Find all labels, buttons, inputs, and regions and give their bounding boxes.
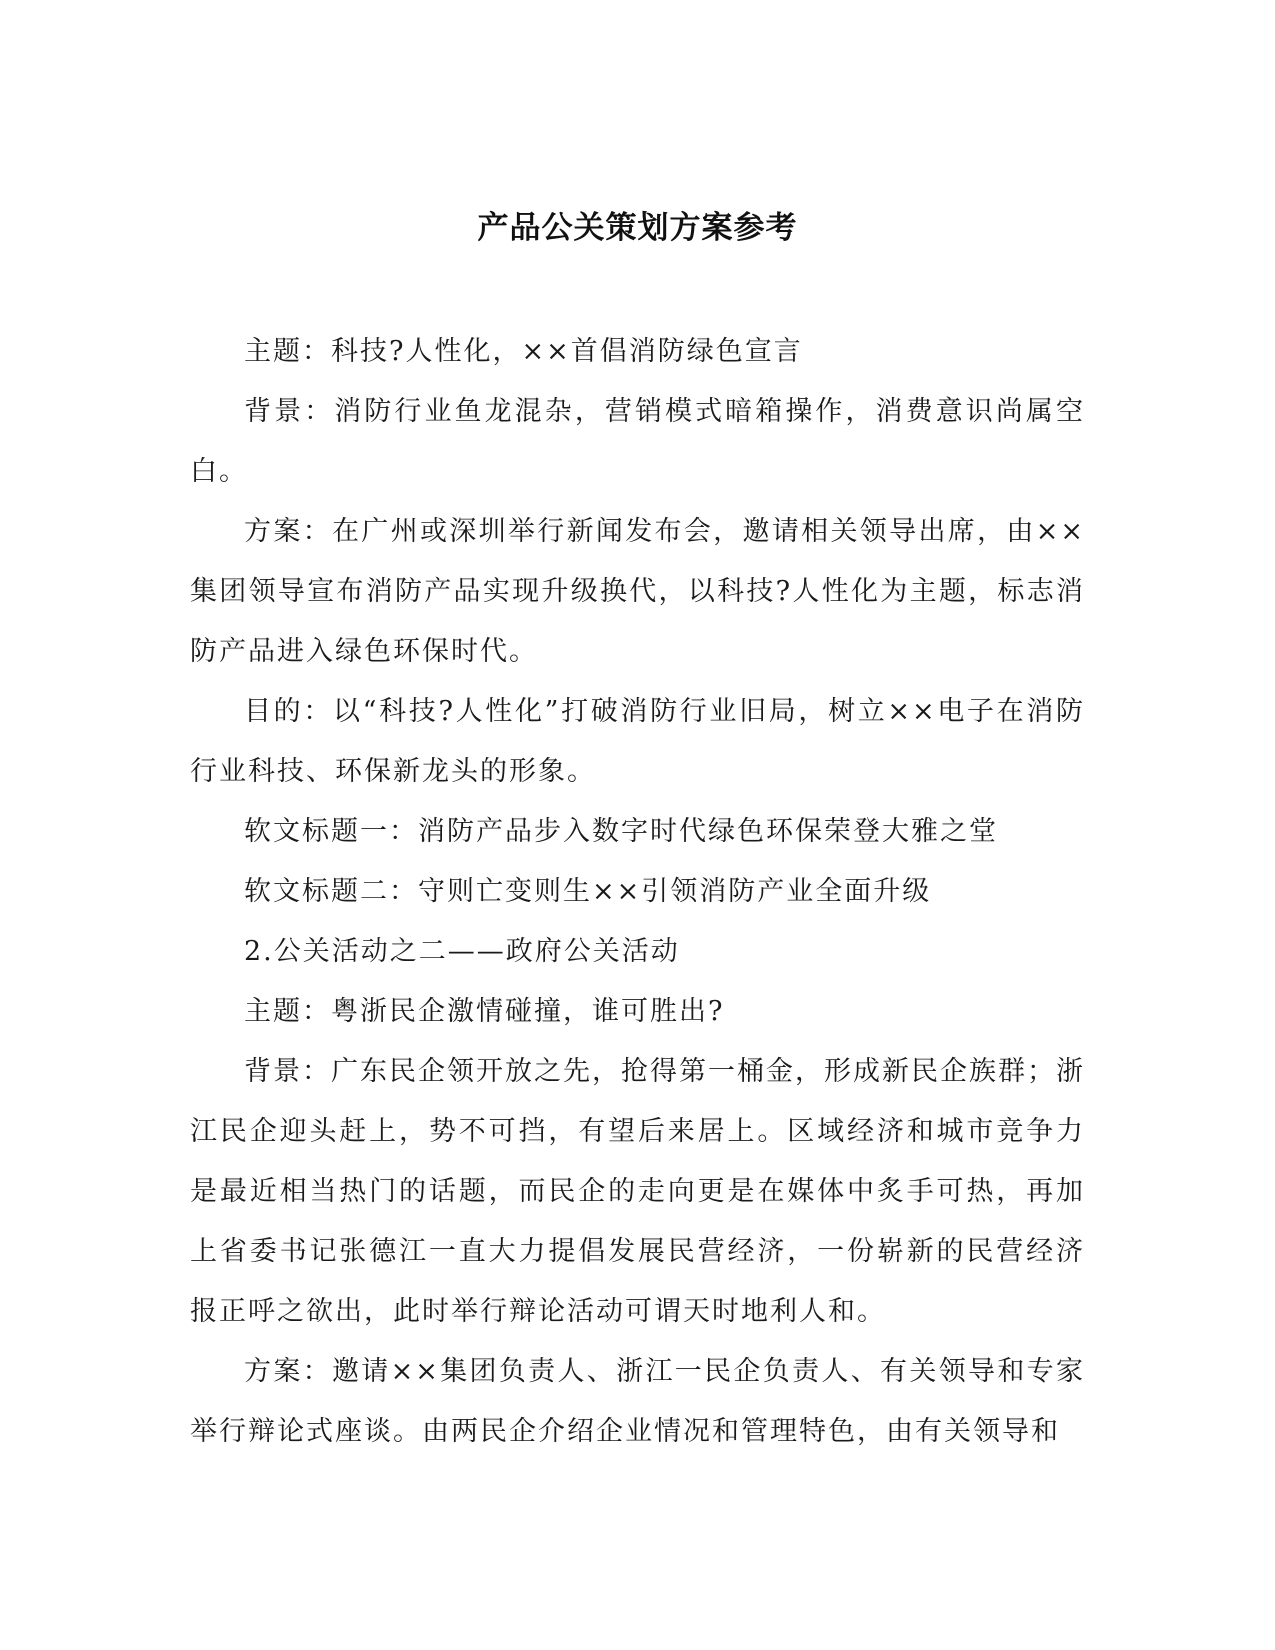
section-heading: 2.公关活动之二——政府公关活动 bbox=[244, 936, 680, 967]
document-title: 产品公关策划方案参考 bbox=[477, 210, 798, 246]
paragraph-plan-2: 方案：邀请××集团负责人、浙江一民企负责人、有关领导和专家举行辩论式座谈。由两民企介绍企业情况和管理特色，由有关领导和 bbox=[190, 1356, 1085, 1447]
paragraph-soft-title-1: 软文标题一：消防产品步入数字时代绿色环保荣登大雅之堂 bbox=[244, 816, 998, 847]
document-body bbox=[190, 322, 1085, 1462]
paragraph-background: 背景：消防行业鱼龙混杂，营销模式暗箱操作，消费意识尚属空白。 bbox=[190, 396, 1085, 487]
paragraph-theme-2: 主题：粤浙民企激情碰撞，谁可胜出? bbox=[244, 996, 725, 1027]
paragraph-background-2: 背景：广东民企领开放之先，抢得第一桶金，形成新民企族群；浙江民企迎头赶上，势不可挡，有望后来居上。区域经济和城市竞争力是最近相当热门的话题，而民企的走向更是在媒体中炙手可热，再加上省委书记张德江一直大力提倡发展民营经济，一份崭新的民营经济报正呼之欲出，此时举行辩论活动可谓天时地利人和。 bbox=[190, 1056, 1085, 1327]
paragraph-soft-title-2: 软文标题二：守则亡变则生××引领消防产业全面升级 bbox=[244, 876, 932, 907]
paragraph-purpose: 目的：以“科技?人性化”打破消防行业旧局，树立××电子在消防行业科技、环保新龙头的形象。 bbox=[190, 696, 1085, 787]
paragraph-plan: 方案：在广州或深圳举行新闻发布会，邀请相关领导出席，由××集团领导宣布消防产品实现升级换代，以科技?人性化为主题，标志消防产品进入绿色环保时代。 bbox=[190, 516, 1085, 667]
paragraph-theme: 主题：科技?人性化，××首倡消防绿色宣言 bbox=[244, 336, 803, 367]
